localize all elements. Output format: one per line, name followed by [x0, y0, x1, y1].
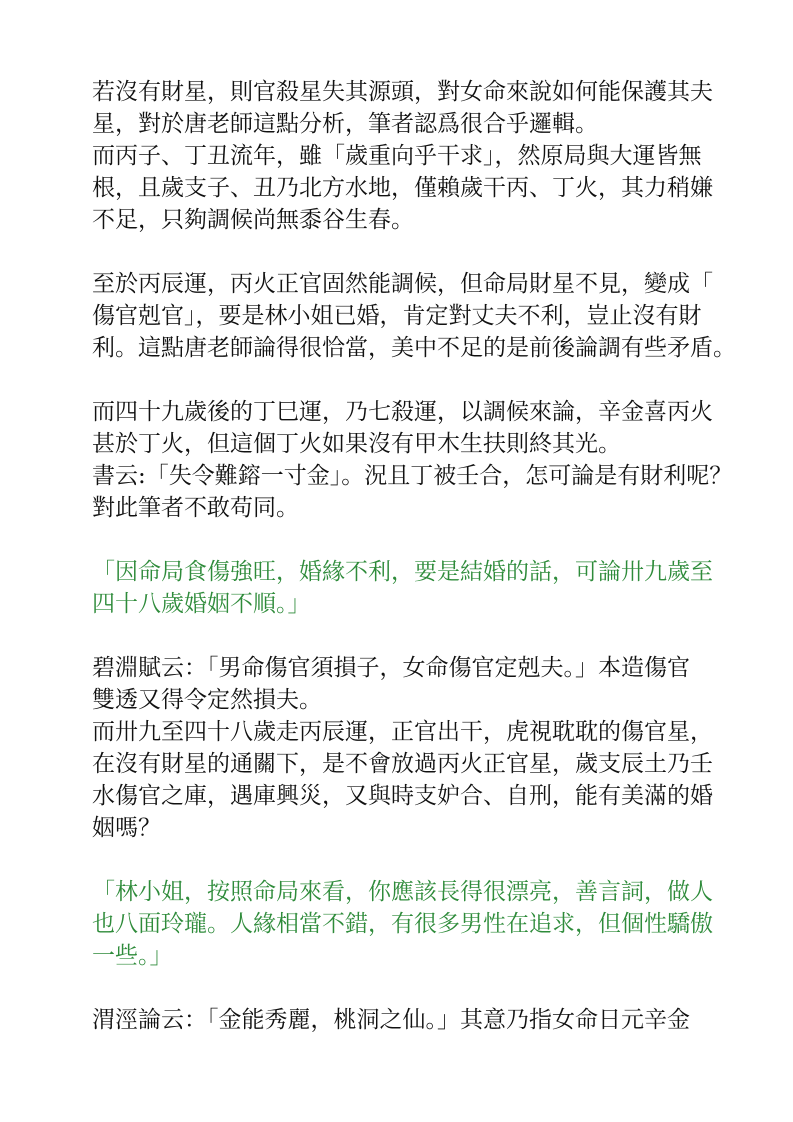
document-page: [92, 76, 742, 1036]
text-line: 對此筆者不敢苟同。: [92, 495, 299, 521]
quote-line: 「林小姐，按照命局來看，你應該長得很漂亮，善言詞，做人: [92, 879, 713, 905]
paragraph-biyuan-fu: [92, 652, 742, 716]
text-line: 而丙子、丁丑流年，雖「歲重向乎干求」，然原局與大運皆無: [92, 143, 702, 169]
text-line: 利。這點唐老師論得很恰當，美中不足的是前後論調有些矛盾。: [92, 335, 736, 361]
text-line: 渭涇論云：「金能秀麗，桃洞之仙。」其意乃指女命日元辛金: [92, 1007, 690, 1033]
text-line: 甚於丁火，但這個丁火如果沒有甲木生扶則終其光。: [92, 431, 621, 457]
paragraph-39-to-48: [92, 716, 742, 844]
blank-line: [92, 524, 742, 556]
text-line: 在沒有財星的通關下，是不會放過丙火正官星，歲支辰土乃壬: [92, 751, 713, 777]
quote-appearance: [92, 876, 742, 972]
paragraph-bingzi-dingchou: [92, 140, 742, 236]
text-line: 星，對於唐老師這點分析，筆者認爲很合乎邏輯。: [92, 111, 598, 137]
text-line: 不足，只夠調候尚無黍谷生春。: [92, 207, 414, 233]
text-line: 水傷官之庫，遇庫興災，又與時支妒合、自刑，能有美滿的婚: [92, 783, 713, 809]
blank-line: [92, 844, 742, 876]
text-line: 根，且歲支子、丑乃北方水地，僅賴歲干丙、丁火，其力稍嫌: [92, 175, 713, 201]
paragraph-weijing-lun: [92, 1004, 742, 1036]
quote-marriage: [92, 556, 742, 620]
quote-line: 一些。」: [92, 943, 173, 969]
paragraph-dingsi-luck: [92, 396, 742, 524]
text-line: 傷官剋官」，要是林小姐已婚，肯定對丈夫不利，豈止沒有財: [92, 303, 702, 329]
text-line: 而卅九至四十八歲走丙辰運，正官出干，虎視耽耽的傷官星，: [92, 719, 713, 745]
text-line: 書云:「失令難鎔一寸金」。況且丁被壬合，怎可論是有財利呢？: [92, 463, 733, 489]
text-line: 至於丙辰運，丙火正官固然能調候，但命局財星不見，變成「: [92, 271, 713, 297]
paragraph-bingchen-luck: [92, 268, 742, 364]
blank-line: [92, 364, 742, 396]
blank-line: [92, 620, 742, 652]
quote-line: 四十八歲婚姻不順。」: [92, 591, 311, 617]
text-line: 而四十九歲後的丁巳運，乃七殺運，以調候來論，辛金喜丙火: [92, 399, 713, 425]
text-line: 碧淵賦云：「男命傷官須損子，女命傷官定剋夫。」本造傷官: [92, 655, 690, 681]
quote-line: 「因命局食傷強旺，婚緣不利，要是結婚的話，可論卅九歲至: [92, 559, 713, 585]
text-line: 姻嗎？: [92, 815, 161, 841]
blank-line: [92, 236, 742, 268]
text-line: 雙透又得令定然損夫。: [92, 687, 322, 713]
paragraph-wealth-star: [92, 76, 742, 140]
text-line: 若沒有財星，則官殺星失其源頭，對女命來說如何能保護其夫: [92, 79, 713, 105]
quote-line: 也八面玲瓏。人緣相當不錯，有很多男性在追求，但個性驕傲: [92, 911, 713, 937]
blank-line: [92, 972, 742, 1004]
